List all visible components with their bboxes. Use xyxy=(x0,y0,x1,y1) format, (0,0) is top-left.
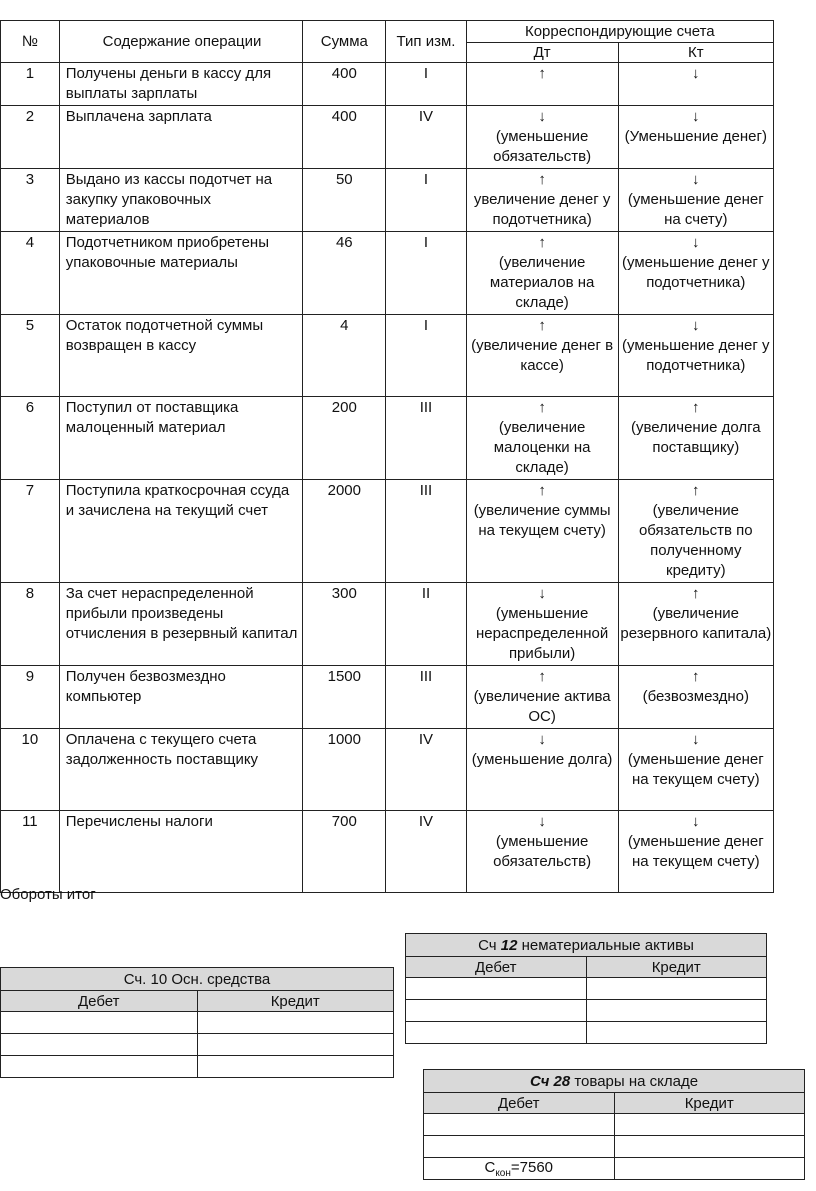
account-28-title-suffix: товары на складе xyxy=(570,1072,699,1090)
kt-note: (уменьшение денег на текущем счету) xyxy=(627,833,764,870)
dt-note: (увеличение малоценки на складе) xyxy=(493,419,591,476)
dt-cell xyxy=(466,397,618,480)
dt-cell xyxy=(466,811,618,893)
table-cell xyxy=(406,1022,587,1044)
dt-cell xyxy=(466,480,618,583)
dt-note: (увеличение материалов на складе) xyxy=(489,254,595,311)
table-row xyxy=(1,480,774,583)
account-10-credit: Кредит xyxy=(197,991,394,1012)
kt-note: (увеличение долга поставщику) xyxy=(630,419,761,456)
operation-number: 10 xyxy=(1,729,60,811)
operation-sum: 400 xyxy=(303,63,386,106)
operation-number: 1 xyxy=(1,63,60,106)
operation-description: Остаток подотчетной суммы возвращен в кассу xyxy=(59,315,303,397)
kt-cell xyxy=(618,583,773,666)
arrow-down-icon: ↓ xyxy=(692,317,700,334)
kt-cell xyxy=(618,397,773,480)
table-cell xyxy=(1,1034,198,1056)
kt-cell xyxy=(618,106,773,169)
kt-cell xyxy=(618,315,773,397)
operation-sum: 46 xyxy=(303,232,386,315)
operation-number: 9 xyxy=(1,666,60,729)
account-28-closing-balance xyxy=(424,1158,615,1180)
header-type: Тип изм. xyxy=(386,21,466,63)
table-cell xyxy=(197,1034,394,1056)
arrow-up-icon: ↑ xyxy=(538,65,546,82)
arrow-up-icon: ↑ xyxy=(538,482,546,499)
kt-cell xyxy=(618,666,773,729)
operation-change-type: IV xyxy=(386,106,466,169)
operation-change-type: IV xyxy=(386,811,466,893)
operation-sum: 1000 xyxy=(303,729,386,811)
account-12-title-num: 12 xyxy=(500,936,518,954)
header-dt: Дт xyxy=(466,43,618,63)
dt-cell xyxy=(466,315,618,397)
kt-note: (безвозмездно) xyxy=(642,688,749,705)
turnover-label: Обороты итог xyxy=(0,886,96,903)
account-12-title xyxy=(406,934,767,957)
operation-change-type: III xyxy=(386,480,466,583)
operation-number: 7 xyxy=(1,480,60,583)
account-10-debit: Дебет xyxy=(1,991,198,1012)
dt-cell xyxy=(466,583,618,666)
table-cell xyxy=(614,1114,805,1136)
table-row xyxy=(1,811,774,893)
table-cell xyxy=(586,1022,767,1044)
dt-note: (увеличение актива ОС) xyxy=(473,688,611,725)
dt-note: (уменьшение долга) xyxy=(471,751,613,768)
account-28-debit: Дебет xyxy=(424,1093,615,1114)
operation-description: Подотчетником приобретены упаковочные материалы xyxy=(59,232,303,315)
table-row xyxy=(1,397,774,480)
kt-note: (Уменьшение денег) xyxy=(624,128,767,145)
dt-note: (уменьшение обязательств) xyxy=(493,128,592,165)
operation-sum: 1500 xyxy=(303,666,386,729)
dt-note: (уменьшение нераспределенной прибыли) xyxy=(475,605,609,662)
table-cell xyxy=(586,1000,767,1022)
dt-note: (уменьшение обязательств) xyxy=(493,833,592,870)
operation-number: 5 xyxy=(1,315,60,397)
operation-change-type: I xyxy=(386,169,466,232)
arrow-up-icon: ↑ xyxy=(538,668,546,685)
arrow-down-icon: ↓ xyxy=(538,585,546,602)
kt-cell xyxy=(618,232,773,315)
operation-change-type: I xyxy=(386,315,466,397)
operation-change-type: I xyxy=(386,63,466,106)
operation-change-type: III xyxy=(386,666,466,729)
operation-change-type: I xyxy=(386,232,466,315)
arrow-up-icon: ↑ xyxy=(692,668,700,685)
header-num: № xyxy=(1,21,60,63)
header-corr-accounts: Корреспондирующие счета xyxy=(466,21,773,43)
kt-note: (уменьшение денег на текущем счету) xyxy=(627,751,764,788)
dt-note: увеличение денег у подотчетника) xyxy=(473,191,611,228)
arrow-down-icon: ↓ xyxy=(538,813,546,830)
table-cell xyxy=(406,978,587,1000)
arrow-up-icon: ↑ xyxy=(692,482,700,499)
table-row xyxy=(1,666,774,729)
kt-cell xyxy=(618,63,773,106)
dt-cell xyxy=(466,666,618,729)
arrow-up-icon: ↑ xyxy=(538,317,546,334)
arrow-up-icon: ↑ xyxy=(692,399,700,416)
header-desc: Содержание операции xyxy=(59,21,303,63)
operation-sum: 400 xyxy=(303,106,386,169)
operation-change-type: IV xyxy=(386,729,466,811)
operation-number: 4 xyxy=(1,232,60,315)
kt-note: (увеличение резервного капитала) xyxy=(620,605,772,642)
balance-value: =7560 xyxy=(510,1159,554,1176)
operation-description: Оплачена с текущего счета задолженность поставщику xyxy=(59,729,303,811)
table-row xyxy=(1,232,774,315)
table-cell xyxy=(424,1114,615,1136)
operation-sum: 4 xyxy=(303,315,386,397)
table-cell xyxy=(424,1136,615,1158)
table-row xyxy=(1,315,774,397)
account-12-credit: Кредит xyxy=(586,957,767,978)
arrow-up-icon: ↑ xyxy=(692,585,700,602)
arrow-down-icon: ↓ xyxy=(692,813,700,830)
operation-description: За счет нераспределенной прибыли произведены отчисления в резервный капитал xyxy=(59,583,303,666)
operation-number: 6 xyxy=(1,397,60,480)
table-row xyxy=(1,169,774,232)
balance-subscript: кон xyxy=(495,1168,511,1179)
arrow-down-icon: ↓ xyxy=(692,65,700,82)
table-cell xyxy=(1,1056,198,1078)
account-28-title xyxy=(424,1070,805,1093)
operation-description: Перечислены налоги xyxy=(59,811,303,893)
kt-note: (увеличение обязательств по полученному кредиту) xyxy=(638,502,753,579)
operation-sum: 700 xyxy=(303,811,386,893)
account-28-table xyxy=(423,1069,805,1180)
balance-label: С xyxy=(484,1159,496,1176)
operation-sum: 300 xyxy=(303,583,386,666)
arrow-up-icon: ↑ xyxy=(538,171,546,188)
operation-description: Получен безвозмездно компьютер xyxy=(59,666,303,729)
table-cell xyxy=(197,1056,394,1078)
table-row xyxy=(1,583,774,666)
arrow-down-icon: ↓ xyxy=(538,108,546,125)
dt-cell xyxy=(466,106,618,169)
table-row xyxy=(1,63,774,106)
kt-note: (уменьшение денег у подотчетника) xyxy=(622,337,770,374)
header-kt: Кт xyxy=(618,43,773,63)
operations-table xyxy=(0,20,774,893)
table-row xyxy=(1,729,774,811)
dt-cell xyxy=(466,729,618,811)
kt-note: (уменьшение денег у подотчетника) xyxy=(622,254,770,291)
table-cell xyxy=(586,978,767,1000)
arrow-down-icon: ↓ xyxy=(692,731,700,748)
account-12-debit: Дебет xyxy=(406,957,587,978)
table-cell xyxy=(614,1158,805,1180)
dt-note: (увеличение денег в кассе) xyxy=(471,337,614,374)
arrow-down-icon: ↓ xyxy=(692,108,700,125)
kt-note: (уменьшение денег на счету) xyxy=(627,191,764,228)
operation-description: Выдано из кассы подотчет на закупку упаковочных материалов xyxy=(59,169,303,232)
dt-cell xyxy=(466,63,618,106)
operation-sum: 200 xyxy=(303,397,386,480)
account-10-table xyxy=(0,967,394,1078)
operation-description: Поступила краткосрочная ссуда и зачислена на текущий счет xyxy=(59,480,303,583)
arrow-down-icon: ↓ xyxy=(538,731,546,748)
kt-cell xyxy=(618,729,773,811)
operation-number: 3 xyxy=(1,169,60,232)
table-cell xyxy=(197,1012,394,1034)
operation-sum: 2000 xyxy=(303,480,386,583)
table-cell xyxy=(1,1012,198,1034)
dt-note: (увеличение суммы на текущем счету) xyxy=(473,502,611,539)
operation-change-type: III xyxy=(386,397,466,480)
arrow-down-icon: ↓ xyxy=(692,234,700,251)
operation-change-type: II xyxy=(386,583,466,666)
account-10-title: Сч. 10 Осн. средства xyxy=(1,968,394,991)
header-sum: Сумма xyxy=(303,21,386,63)
kt-cell xyxy=(618,169,773,232)
account-28-credit: Кредит xyxy=(614,1093,805,1114)
table-row xyxy=(1,106,774,169)
account-12-title-prefix: Сч xyxy=(478,936,501,954)
table-cell xyxy=(406,1000,587,1022)
operation-description: Выплачена зарплата xyxy=(59,106,303,169)
account-12-title-suffix: нематериальные активы xyxy=(517,936,694,954)
account-28-title-prefix: Сч 28 xyxy=(529,1072,571,1090)
operation-number: 8 xyxy=(1,583,60,666)
kt-cell xyxy=(618,811,773,893)
operation-number: 11 xyxy=(1,811,60,893)
operation-description: Получены деньги в кассу для выплаты зарплаты xyxy=(59,63,303,106)
arrow-up-icon: ↑ xyxy=(538,399,546,416)
kt-cell xyxy=(618,480,773,583)
dt-cell xyxy=(466,232,618,315)
operation-description: Поступил от поставщика малоценный материал xyxy=(59,397,303,480)
operation-sum: 50 xyxy=(303,169,386,232)
operation-number: 2 xyxy=(1,106,60,169)
arrow-up-icon: ↑ xyxy=(538,234,546,251)
arrow-down-icon: ↓ xyxy=(692,171,700,188)
account-12-table xyxy=(405,933,767,1044)
dt-cell xyxy=(466,169,618,232)
table-cell xyxy=(614,1136,805,1158)
